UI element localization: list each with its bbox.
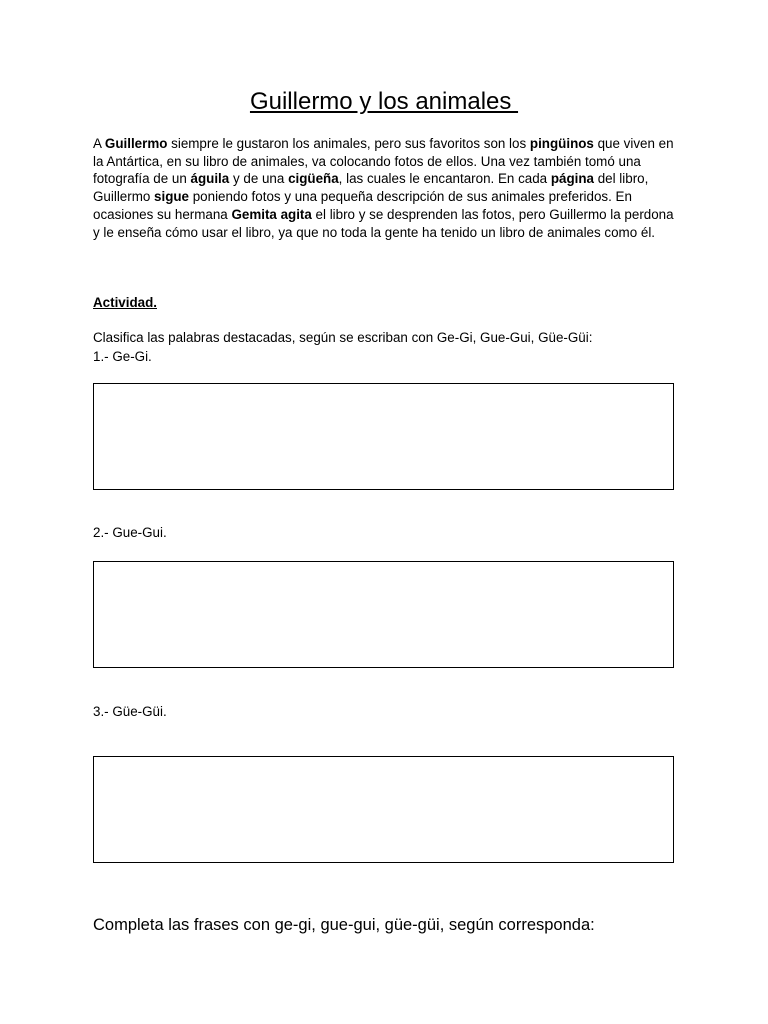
paragraph-text: A <box>93 136 105 151</box>
document-title: Guillermo y los animales <box>249 88 519 115</box>
paragraph-text: del libro, Guillermo <box>93 171 649 205</box>
item-label-gue-gui-dieresis: 3.- Güe-Güi. <box>93 704 167 719</box>
activity-instruction: Clasifica las palabras destacadas, según se escriban con Ge-Gi, Gue-Gui, Güe-Güi: <box>93 330 593 345</box>
highlighted-word: Guillermo <box>104 136 168 151</box>
highlighted-word: página <box>550 171 594 187</box>
highlighted-word: cigüeña <box>288 171 339 187</box>
paragraph-text: poniendo fotos y una pequeña descripción de sus animales preferidos. En ocasiones su hermana <box>93 189 632 222</box>
paragraph-text: que viven en la Antártica, en su libro de animales, va colocando fotos de ellos. Una vez también tomó una fotografía de un <box>93 136 674 187</box>
highlighted-word: sigue <box>154 189 190 205</box>
complete-sentences-heading: Completa las frases con ge-gi, gue-gui, güe-güi, según corresponda: <box>93 916 595 934</box>
answer-box-gue-gui-dieresis[interactable] <box>93 756 674 863</box>
paragraph-text: , las cuales le encantaron. En cada <box>338 171 551 187</box>
paragraph-text: siempre le gustaron los animales, pero sus favoritos son los <box>167 136 530 151</box>
highlighted-word: Gemita agita <box>231 206 312 222</box>
item-label-gue-gui: 2.- Gue-Gui. <box>93 525 167 540</box>
paragraph-text: el libro y se desprenden las fotos, pero Guillermo la perdona y le enseña cómo usar el libro, ya que no toda la gente ha tenido un libro de animales como él. <box>93 206 674 240</box>
activity-heading: Actividad. <box>93 295 157 310</box>
highlighted-word: pingüinos <box>529 136 594 151</box>
paragraph-text: y de una <box>229 171 289 187</box>
answer-box-gue-gui[interactable] <box>93 561 674 668</box>
highlighted-word: águila <box>190 171 230 187</box>
story-paragraph <box>93 135 683 241</box>
item-label-ge-gi: 1.- Ge-Gi. <box>93 349 152 364</box>
answer-box-ge-gi[interactable] <box>93 383 674 490</box>
